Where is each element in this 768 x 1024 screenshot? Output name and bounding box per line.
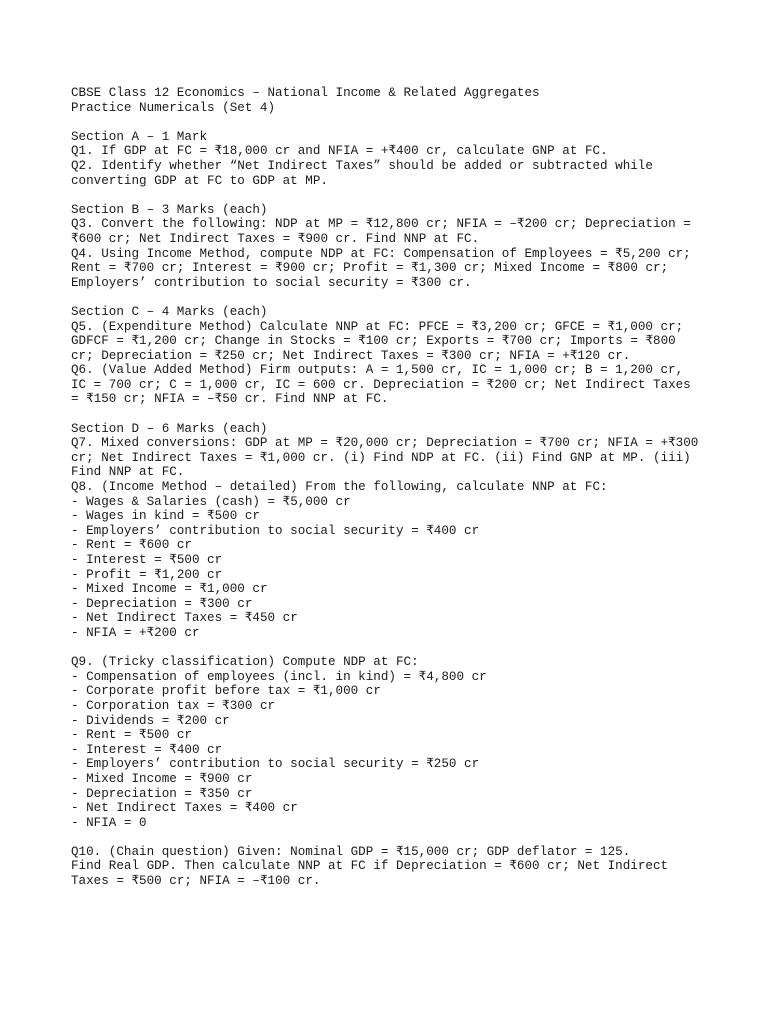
question-line: = ₹150 cr; NFIA = –₹50 cr. Find NNP at FC. bbox=[71, 392, 389, 407]
section-a bbox=[71, 130, 711, 188]
section-b bbox=[71, 203, 711, 291]
list-item: - Corporate profit before tax = ₹1,000 cr bbox=[71, 684, 381, 699]
list-item: - NFIA = 0 bbox=[71, 815, 147, 830]
question-line: ₹600 cr; Net Indirect Taxes = ₹900 cr. Find NNP at FC. bbox=[71, 231, 480, 246]
list-item: - Employers’ contribution to social security = ₹250 cr bbox=[71, 757, 480, 772]
question-line: Q4. Using Income Method, compute NDP at FC: Compensation of Employees = ₹5,200 cr; bbox=[71, 246, 691, 261]
question-line: GDFCF = ₹1,200 cr; Change in Stocks = ₹100 cr; Exports = ₹700 cr; Imports = ₹800 bbox=[71, 334, 676, 349]
section-heading: Section D – 6 Marks (each) bbox=[71, 421, 268, 436]
list-item: - Dividends = ₹200 cr bbox=[71, 713, 230, 728]
question-10 bbox=[71, 845, 711, 889]
question-line: cr; Net Indirect Taxes = ₹1,000 cr. (i) Find NDP at FC. (ii) Find GNP at MP. (iii) bbox=[71, 450, 691, 465]
question-line: Find NNP at FC. bbox=[71, 465, 185, 480]
section-heading: Section C – 4 Marks (each) bbox=[71, 304, 268, 319]
question-line: Q10. (Chain question) Given: Nominal GDP = ₹15,000 cr; GDP deflator = 125. bbox=[71, 844, 631, 859]
document-subtitle: Practice Numericals (Set 4) bbox=[71, 100, 276, 115]
list-item: - Employers’ contribution to social security = ₹400 cr bbox=[71, 523, 480, 538]
section-heading: Section B – 3 Marks (each) bbox=[71, 202, 268, 217]
question-line: converting GDP at FC to GDP at MP. bbox=[71, 173, 328, 188]
spacer bbox=[71, 407, 711, 422]
question-line: Q2. Identify whether “Net Indirect Taxes” should be added or subtracted while bbox=[71, 158, 653, 173]
list-item: - Wages & Salaries (cash) = ₹5,000 cr bbox=[71, 494, 351, 509]
list-item: - Net Indirect Taxes = ₹400 cr bbox=[71, 801, 298, 816]
question-line: Find Real GDP. Then calculate NNP at FC if Depreciation = ₹600 cr; Net Indirect bbox=[71, 859, 669, 874]
question-line: Q3. Convert the following: NDP at MP = ₹12,800 cr; NFIA = –₹200 cr; Depreciation = bbox=[71, 217, 691, 232]
list-item: - Net Indirect Taxes = ₹450 cr bbox=[71, 611, 298, 626]
list-item: - Rent = ₹500 cr bbox=[71, 728, 192, 743]
question-line: Q9. (Tricky classification) Compute NDP at FC: bbox=[71, 655, 419, 670]
question-line: Rent = ₹700 cr; Interest = ₹900 cr; Profit = ₹1,300 cr; Mixed Income = ₹800 cr; bbox=[71, 261, 669, 276]
question-line: IC = 700 cr; C = 1,000 cr, IC = 600 cr. Depreciation = ₹200 cr; Net Indirect Taxes bbox=[71, 377, 691, 392]
list-item: - NFIA = +₹200 cr bbox=[71, 625, 200, 640]
section-heading: Section A – 1 Mark bbox=[71, 129, 208, 144]
list-item: - Depreciation = ₹300 cr bbox=[71, 596, 253, 611]
question-line: cr; Depreciation = ₹250 cr; Net Indirect Taxes = ₹300 cr; NFIA = +₹120 cr. bbox=[71, 348, 631, 363]
section-d bbox=[71, 422, 711, 641]
question-line: Q5. (Expenditure Method) Calculate NNP at FC: PFCE = ₹3,200 cr; GFCE = ₹1,000 cr; bbox=[71, 319, 684, 334]
list-item: - Wages in kind = ₹500 cr bbox=[71, 509, 260, 524]
question-line: Employers’ contribution to social security = ₹300 cr. bbox=[71, 275, 472, 290]
spacer bbox=[71, 641, 711, 656]
list-item: - Corporation tax = ₹300 cr bbox=[71, 698, 276, 713]
question-line: Q6. (Value Added Method) Firm outputs: A = 1,500 cr, IC = 1,000 cr; B = 1,200 cr, bbox=[71, 363, 684, 378]
document-body bbox=[71, 86, 711, 889]
question-line: Q1. If GDP at FC = ₹18,000 cr and NFIA = +₹400 cr, calculate GNP at FC. bbox=[71, 144, 608, 159]
question-line: Taxes = ₹500 cr; NFIA = –₹100 cr. bbox=[71, 874, 321, 889]
spacer bbox=[71, 290, 711, 305]
document-title: CBSE Class 12 Economics – National Income & Related Aggregates bbox=[71, 86, 540, 100]
spacer bbox=[71, 115, 711, 130]
spacer bbox=[71, 830, 711, 845]
list-item: - Compensation of employees (incl. in kind) = ₹4,800 cr bbox=[71, 669, 487, 684]
question-line: Q7. Mixed conversions: GDP at MP = ₹20,000 cr; Depreciation = ₹700 cr; NFIA = +₹300 bbox=[71, 436, 699, 451]
section-c bbox=[71, 305, 711, 407]
question-line: Q8. (Income Method – detailed) From the following, calculate NNP at FC: bbox=[71, 480, 608, 495]
list-item: - Depreciation = ₹350 cr bbox=[71, 786, 253, 801]
list-item: - Interest = ₹400 cr bbox=[71, 742, 223, 757]
question-9 bbox=[71, 655, 711, 830]
list-item: - Interest = ₹500 cr bbox=[71, 553, 223, 567]
list-item: - Profit = ₹1,200 cr bbox=[71, 567, 223, 582]
list-item: - Mixed Income = ₹900 cr bbox=[71, 771, 253, 786]
spacer bbox=[71, 188, 711, 203]
list-item: - Rent = ₹600 cr bbox=[71, 538, 192, 553]
list-item: - Mixed Income = ₹1,000 cr bbox=[71, 582, 268, 597]
